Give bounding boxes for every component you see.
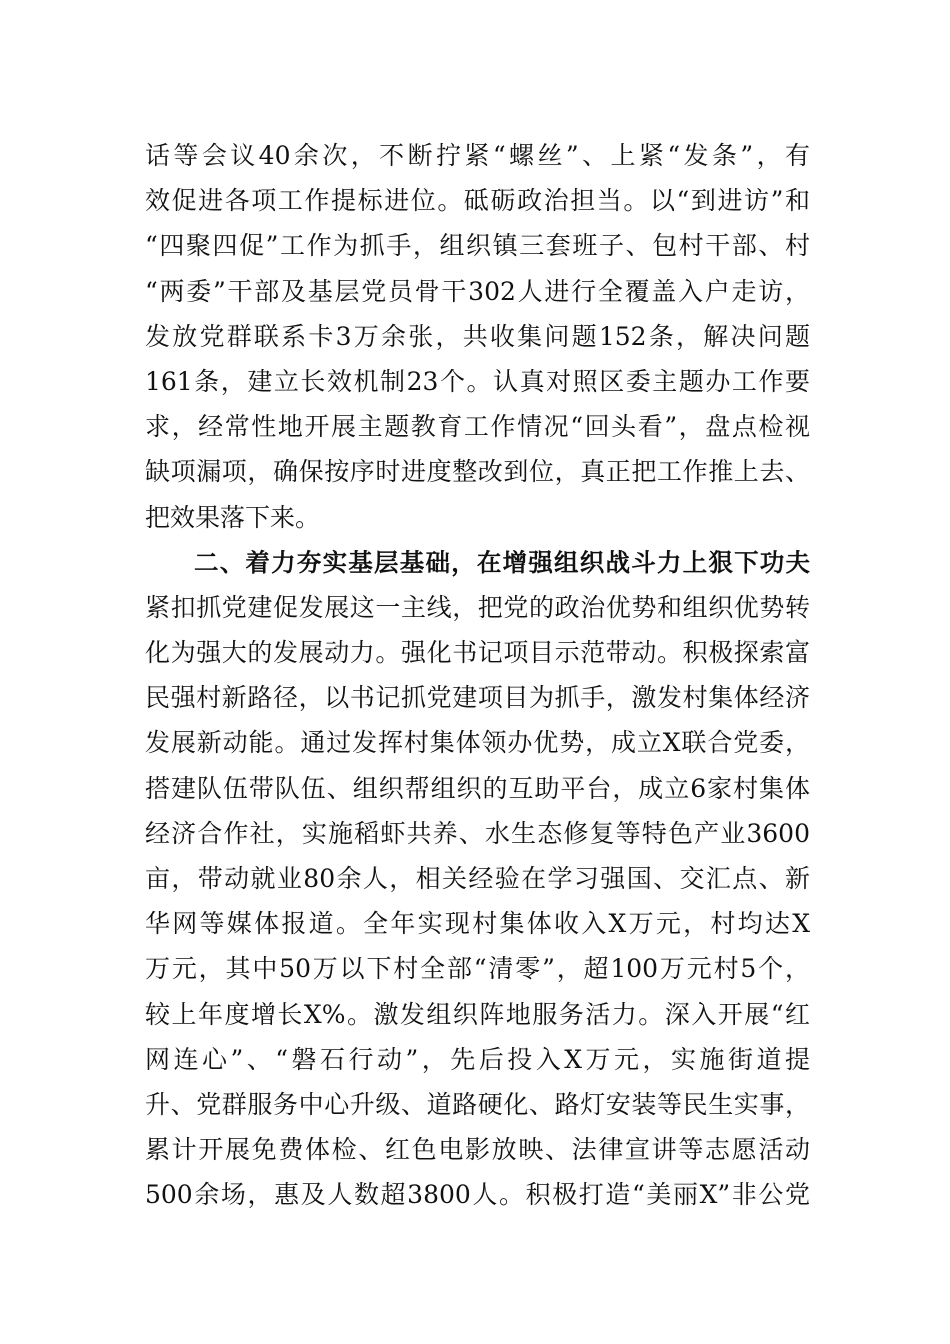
text-line: 发放党群联系卡3万余张，共收集问题152条，解决问题 — [145, 321, 810, 351]
text-line: 缺项漏项，确保按序时进度整改到位，真正把工作推上去、 — [145, 457, 810, 487]
text-line: “四聚四促”工作为抓手，组织镇三套班子、包村干部、村 — [145, 231, 810, 261]
text-line: 较上年度增长X%。激发组织阵地服务活力。深入开展“红 — [145, 999, 810, 1029]
document-body — [145, 133, 810, 1218]
text-line: 经济合作社，实施稻虾共养、水生态修复等特色产业3600 — [145, 818, 810, 848]
text-line: 华网等媒体报道。全年实现村集体收入X万元，村均达X — [145, 909, 810, 939]
text-line: 发展新动能。通过发挥村集体领办优势，成立X联合党委， — [145, 728, 810, 758]
text-line: 累计开展免费体检、红色电影放映、法律宣讲等志愿活动 — [145, 1135, 810, 1165]
text-line: 亩，带动就业80余人，相关经验在学习强国、交汇点、新 — [145, 864, 810, 893]
text-line: 求，经常性地开展主题教育工作情况“回头看”，盘点检视 — [145, 412, 810, 442]
section-heading: 二、着力夯实基层基础，在增强组织战斗力上狠下功夫 — [194, 547, 810, 577]
text-line: 网连心”、“磐石行动”，先后投入X万元，实施街道提 — [145, 1044, 810, 1074]
paragraph-2 — [145, 585, 810, 1218]
text-line: 升、党群服务中心升级、道路硬化、路灯安装等民生实事， — [145, 1089, 810, 1119]
text-line: 万元，其中50万以下村全部“清零”，超100万元村5个， — [145, 954, 810, 984]
text-line: 紧扣抓党建促发展这一主线，把党的政治优势和组织优势转 — [145, 592, 810, 622]
text-line: 话等会议40余次，不断拧紧“螺丝”、上紧“发条”，有 — [145, 141, 810, 170]
text-line: 化为强大的发展动力。强化书记项目示范带动。积极探索富 — [145, 638, 810, 668]
text-line: 500余场，惠及人数超3800人。积极打造“美丽X”非公党 — [145, 1180, 810, 1210]
text-line: 把效果落下来。 — [145, 502, 321, 532]
text-line: 搭建队伍带队伍、组织帮组织的互助平台，成立6家村集体 — [145, 773, 810, 803]
text-line: 民强村新路径，以书记抓党建项目为抓手，激发村集体经济 — [145, 683, 810, 713]
text-line: 效促进各项工作提标进位。砥砺政治担当。以“到进访”和 — [145, 186, 810, 216]
text-line: 161条，建立长效机制23个。认真对照区委主题办工作要 — [145, 366, 810, 396]
paragraph-1 — [145, 133, 810, 540]
text-line: “两委”干部及基层党员骨干302人进行全覆盖入户走访， — [145, 276, 810, 306]
